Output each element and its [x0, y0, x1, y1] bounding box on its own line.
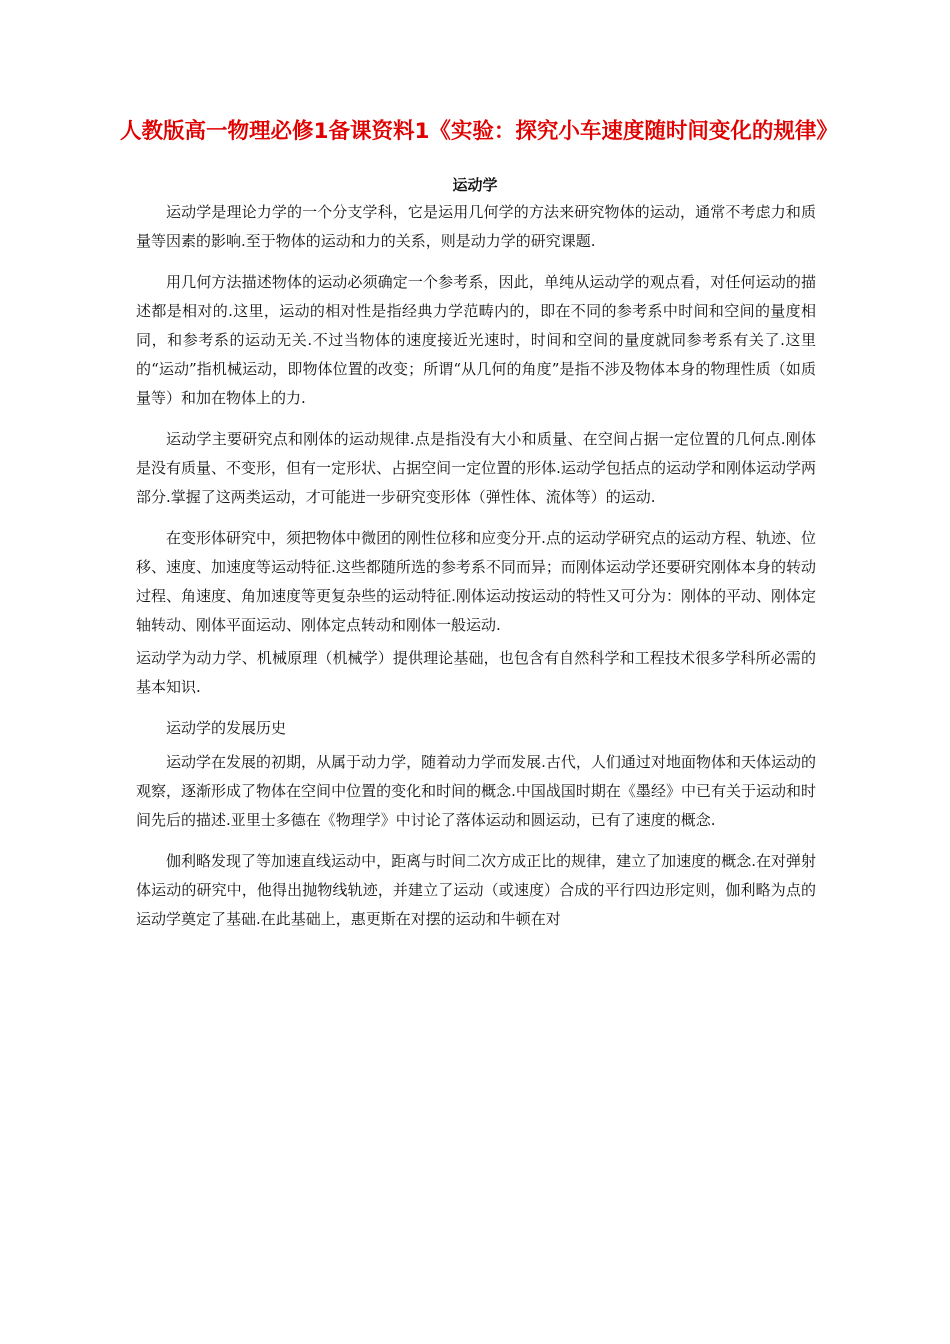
- paragraph-intro: 运动学是理论力学的一个分支学科，它是运用几何学的方法来研究物体的运动，通常不考虑力和质量等因素的影响.至于物体的运动和力的关系，则是动力学的研究课题.: [136, 203, 816, 250]
- section-heading-history: 运动学的发展历史: [166, 719, 287, 737]
- paragraph-history-early: 运动学在发展的初期，从属于动力学，随着动力学而发展.古代，人们通过对地面物体和天体运动的观察，逐渐形成了物体在空间中位置的变化和时间的概念.中国战国时期在《墨经》中已有关于运动和时间先后的描述.亚里士多德在《物理学》中讨论了落体运动和圆运动，已有了速度的概念.: [136, 753, 816, 829]
- document-subtitle: 运动学: [452, 176, 498, 194]
- paragraph-point-rigid-body: 运动学主要研究点和刚体的运动规律.点是指没有大小和质量、在空间占据一定位置的几何点.刚体是没有质量、不变形，但有一定形状、占据空间一定位置的形体.运动学包括点的运动学和刚体运动学两部分.掌握了这两类运动，才可能进一步研究变形体（弹性体、流体等）的运动.: [136, 430, 816, 506]
- paragraph-foundation: 运动学为动力学、机械原理（机械学）提供理论基础，也包含有自然科学和工程技术很多学科所必需的基本知识.: [136, 649, 816, 696]
- paragraph-reference-frame: 用几何方法描述物体的运动必须确定一个参考系，因此，单纯从运动学的观点看，对任何运动的描述都是相对的.这里，运动的相对性是指经典力学范畴内的，即在不同的参考系中时间和空间的量度相同，和参考系的运动无关.不过当物体的速度接近光速时，时间和空间的量度就同参考系有关了.这里的“运动”指机械运动，即物体位置的改变；所谓“从几何的角度”是指不涉及物体本身的物理性质（如质量等）和加在物体上的力.: [136, 273, 816, 407]
- document-body: [136, 198, 816, 946]
- paragraph-history-galileo: 伽利略发现了等加速直线运动中，距离与时间二次方成正比的规律，建立了加速度的概念.在对弹射体运动的研究中，他得出抛物线轨迹，并建立了运动（或速度）合成的平行四边形定则，伽利略为点的运动学奠定了基础.在此基础上，惠更斯在对摆的运动和牛顿在对: [136, 852, 816, 928]
- paragraph-deformable-body: 在变形体研究中，须把物体中微团的刚性位移和应变分开.点的运动学研究点的运动方程、轨迹、位移、速度、加速度等运动特征.这些都随所选的参考系不同而异；而刚体运动学还要研究刚体本身的转动过程、角速度、角加速度等更复杂些的运动特征.刚体运动按运动的特性又可分为：刚体的平动、刚体定轴转动、刚体平面运动、刚体定点转动和刚体一般运动.: [136, 529, 816, 634]
- document-title: 人教版高一物理必修1备课资料1《实验：探究小车速度随时间变化的规律》: [120, 119, 838, 144]
